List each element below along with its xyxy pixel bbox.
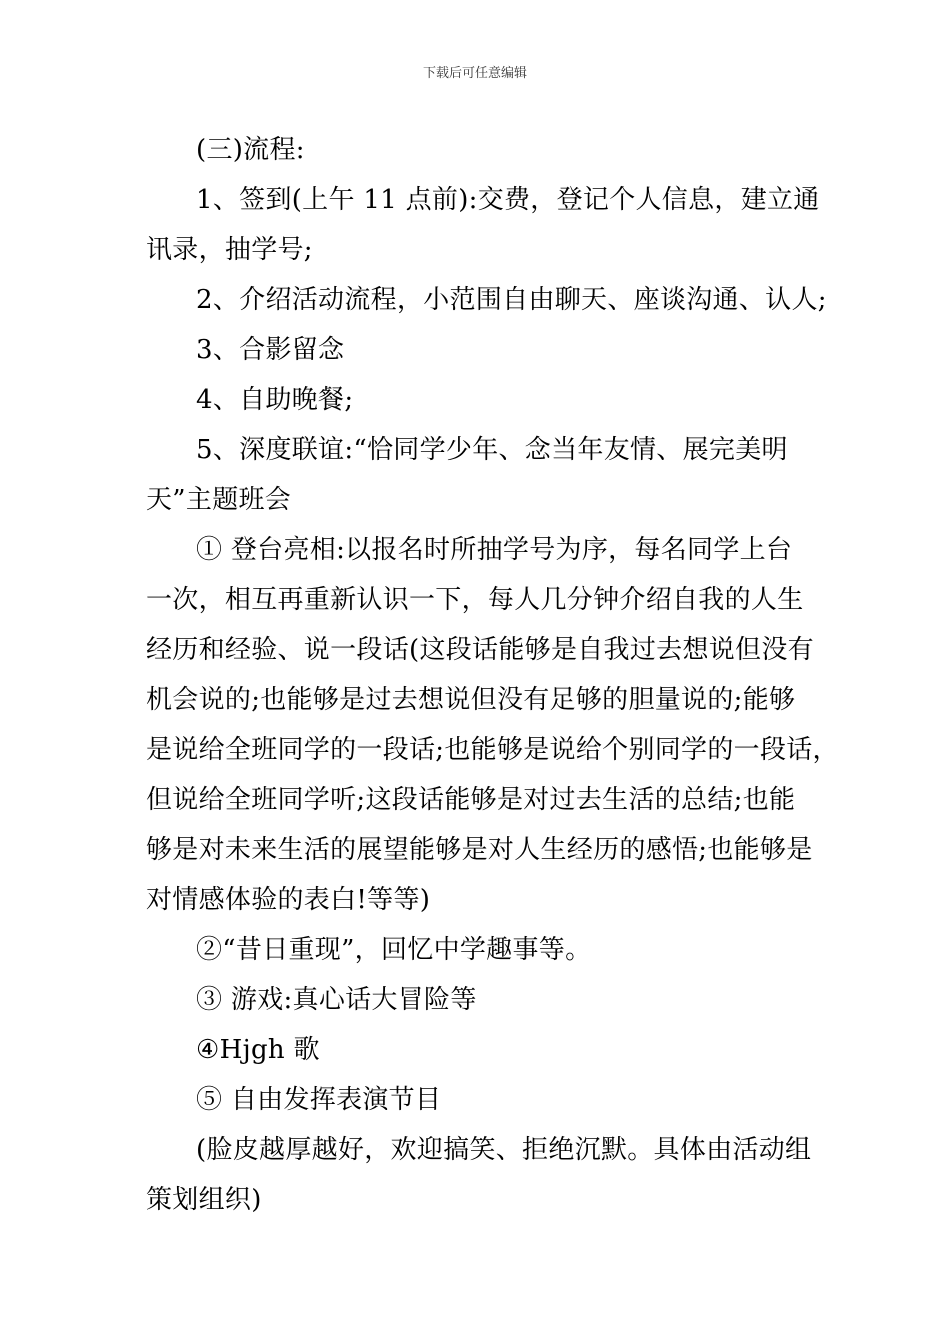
item-4-song: ④Hjgh 歌 xyxy=(196,1035,320,1065)
item-1-line-3: 经历和经验、说一段话(这段话能够是自我过去想说但没有 xyxy=(146,635,814,665)
item-1-line-5: 是说给全班同学的一段话;也能够是说给个别同学的一段话， xyxy=(146,735,839,765)
item-1-line-6: 但说给全班同学听;这段话能够是对过去生活的总结;也能 xyxy=(146,785,796,815)
item-1-line-7: 够是对未来生活的展望能够是对人生经历的感悟;也能够是 xyxy=(146,835,813,865)
step-2-intro: 2、介绍活动流程，小范围自由聊天、座谈沟通、认人; xyxy=(196,285,827,315)
step-1-continued: 讯录，抽学号; xyxy=(146,235,313,265)
item-1-line-8: 对情感体验的表白!等等) xyxy=(146,885,431,915)
item-1-line-2: 一次，相互再重新认识一下，每人几分钟介绍自我的人生 xyxy=(146,585,804,615)
item-1-line-4: 机会说的;也能够是过去想说但没有足够的胆量说的;能够 xyxy=(146,685,796,715)
step-5-party: 5、深度联谊:“恰同学少年、念当年友情、展完美明 xyxy=(196,435,788,465)
item-5-performance: ⑤ 自由发挥表演节目 xyxy=(196,1085,442,1115)
item-3-game: ③ 游戏:真心话大冒险等 xyxy=(196,985,477,1015)
section-heading-process: (三)流程: xyxy=(196,135,305,165)
page-header: 下载后可任意编辑 xyxy=(422,66,527,81)
item-2-memories: ②“昔日重现”，回忆中学趣事等。 xyxy=(196,935,592,965)
step-5-continued: 天”主题班会 xyxy=(146,485,292,515)
step-4-dinner: 4、自助晚餐; xyxy=(196,385,354,415)
note-continued: 策划组织) xyxy=(146,1185,262,1215)
step-1-sign-in: 1、签到(上午 11 点前):交费，登记个人信息，建立通 xyxy=(196,185,820,215)
item-1-stage: ① 登台亮相:以报名时所抽学号为序，每名同学上台 xyxy=(196,535,793,565)
step-3-photo: 3、合影留念 xyxy=(196,335,345,365)
note-paragraph: (脸皮越厚越好，欢迎搞笑、拒绝沉默。具体由活动组 xyxy=(196,1135,812,1165)
